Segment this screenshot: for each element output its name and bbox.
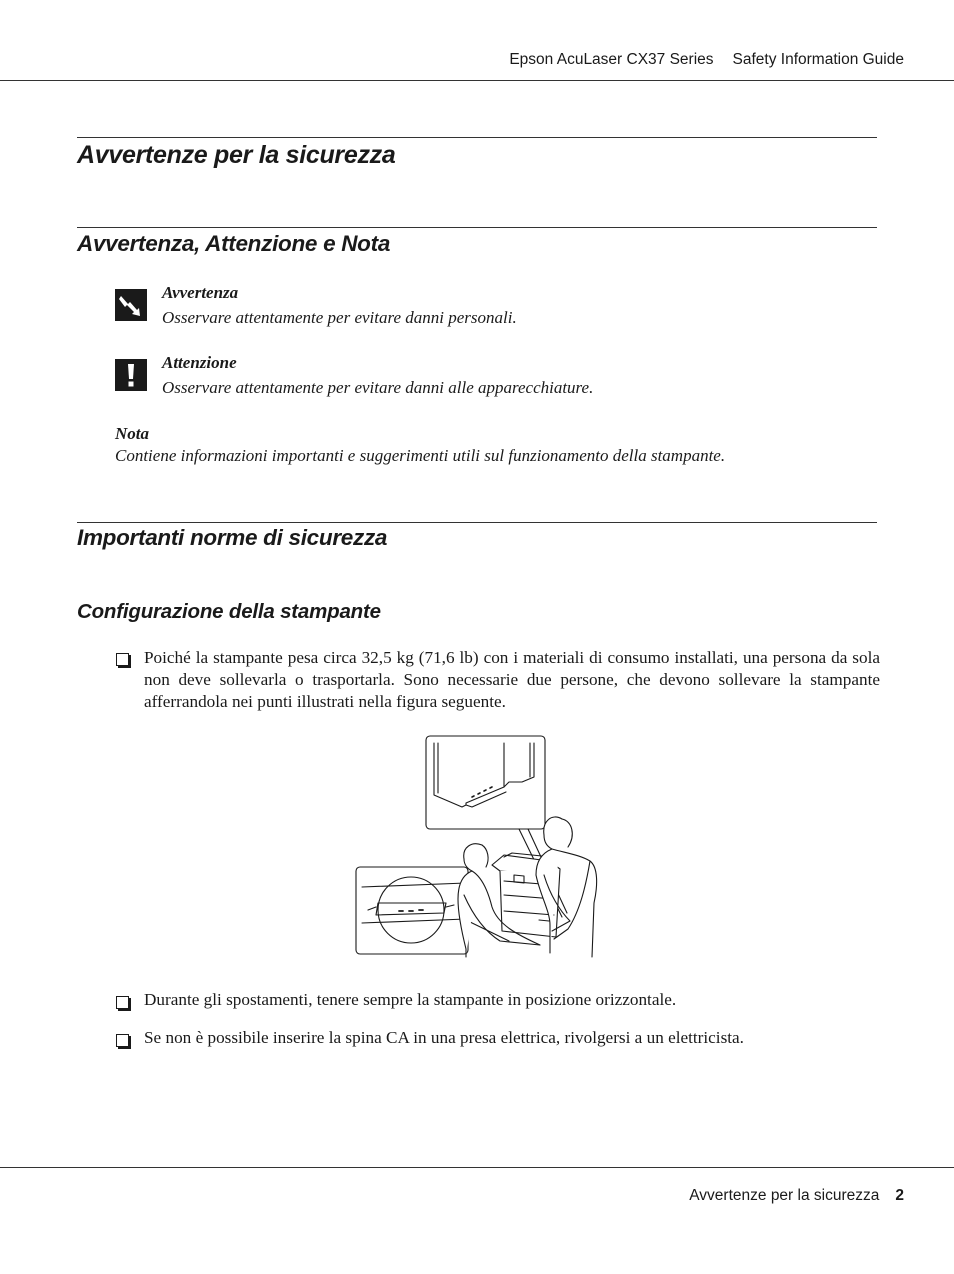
page-title: Avvertenze per la sicurezza <box>77 141 396 169</box>
note-text: Contiene informazioni importanti e suggerimenti utili sul funzionamento della stampante. <box>115 446 726 465</box>
running-footer <box>689 1187 904 1205</box>
warning-title: Avvertenza <box>162 283 239 302</box>
section-safety-heading: Importanti norme di sicurezza <box>77 525 388 550</box>
section-notes-heading: Avvertenza, Attenzione e Nota <box>77 231 391 256</box>
caution-exclamation-icon <box>115 359 147 391</box>
page-number: 2 <box>895 1187 904 1204</box>
footer-section: Avvertenze per la sicurezza <box>689 1187 880 1204</box>
lifting-illustration <box>354 735 600 959</box>
section-safety-subheading: Configurazione della stampante <box>77 600 381 623</box>
list-item: Durante gli spostamenti, tenere sempre la stampante in posizione orizzontale. <box>144 990 677 1009</box>
checkbox-bullet-icon <box>116 1034 129 1047</box>
header-rule <box>0 80 954 81</box>
list-item: Poiché la stampante pesa circa 32,5 kg (71,6 lb) con i materiali di consumo installati, una persona da sola non deve sollevarla o trasportarla. Sono necessarie due persone, che devono sollevare la stampante afferrandola nei punti illustrati nella figura seguente. <box>144 648 880 711</box>
warning-lightning-icon <box>115 289 147 321</box>
checkbox-bullet-icon <box>116 653 129 666</box>
title-rule <box>77 137 877 138</box>
checkbox-bullet-icon <box>116 996 129 1009</box>
note-title: Nota <box>115 424 149 443</box>
section-safety-rule <box>77 522 877 523</box>
header-guide: Safety Information Guide <box>732 51 904 68</box>
section-notes-rule <box>77 227 877 228</box>
header-product: Epson AcuLaser CX37 Series <box>509 51 714 68</box>
running-header <box>509 51 904 69</box>
caution-title: Attenzione <box>162 353 237 372</box>
warning-text: Osservare attentamente per evitare danni personali. <box>162 308 517 327</box>
caution-text: Osservare attentamente per evitare danni alle apparecchiature. <box>162 378 594 397</box>
footer-rule <box>0 1167 954 1168</box>
list-item: Se non è possibile inserire la spina CA in una presa elettrica, rivolgersi a un elettricista. <box>144 1028 744 1047</box>
